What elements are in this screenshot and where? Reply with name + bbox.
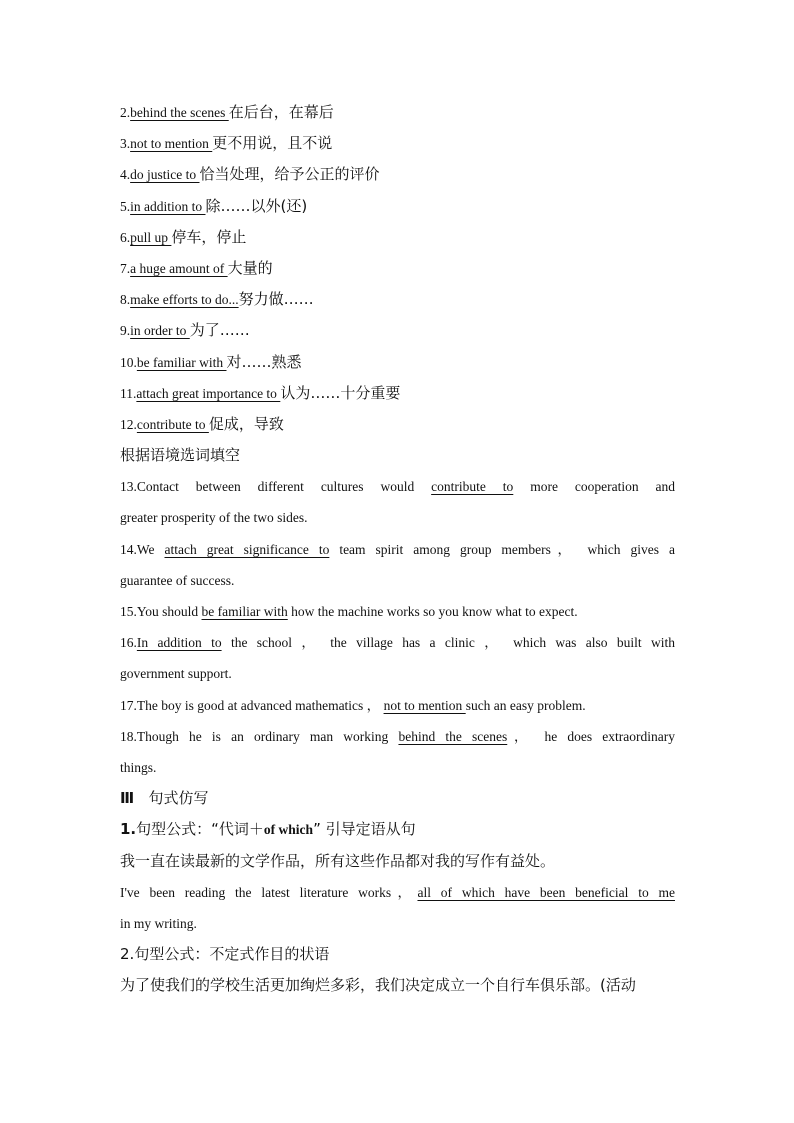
item-number: 17.	[120, 697, 137, 713]
phrase-item	[120, 97, 675, 128]
section-heading	[120, 783, 675, 814]
sentence-text: We	[136, 541, 165, 557]
fill-heading: 根据语境选词填空	[120, 446, 241, 465]
phrase-answer: a huge amount of	[130, 260, 228, 276]
formula-1	[120, 814, 675, 845]
phrase-item	[120, 347, 675, 378]
phrase-meaning: 在后台，在幕后	[228, 103, 334, 121]
answer-blank: be familiar with	[201, 604, 288, 619]
phrase-meaning: 促成，导致	[208, 414, 284, 433]
answer-blank: all of which have been beneficial to me	[417, 884, 675, 900]
sentence-18	[120, 721, 675, 752]
phrase-answer: not to mention	[130, 136, 213, 152]
formula-1-english	[120, 877, 675, 908]
sentence-14	[120, 534, 675, 565]
sentence-16	[120, 627, 675, 658]
answer-blank: attach great significance to	[164, 541, 330, 557]
item-number: 15.	[120, 604, 137, 619]
sentence-text: Contact between different cultures would	[136, 479, 432, 495]
item-number: 6.	[120, 229, 131, 245]
phrase-meaning: 恰当处理，给予公正的评价	[199, 165, 380, 184]
sentence-text: You should	[136, 604, 202, 619]
phrase-meaning: 为了……	[189, 321, 250, 340]
item-number: 18.	[120, 728, 137, 744]
formula-1-english-cont: in my writing.	[120, 915, 197, 931]
phrase-item	[120, 409, 675, 440]
sentence-text: The boy is good at advanced mathematics ，	[136, 697, 384, 713]
phrase-item	[120, 191, 675, 222]
item-number: 10.	[120, 354, 137, 370]
item-number: 9.	[120, 323, 131, 339]
item-number: 14.	[120, 541, 137, 557]
sentence-14-cont: guarantee of success.	[120, 572, 235, 588]
phrase-item	[120, 315, 675, 346]
sentence-text: more cooperation and	[513, 479, 675, 495]
sentence-15	[120, 596, 675, 627]
formula-label: 句型公式：不定式作目的状语	[134, 945, 330, 964]
item-number: 13.	[120, 479, 137, 495]
formula-2-chinese: 为了使我们的学校生活更加绚烂多彩，我们决定成立一个自行车俱乐部。(活动	[120, 976, 636, 995]
phrase-answer: attach great importance to	[136, 385, 281, 401]
section-numeral: Ⅲ	[120, 789, 135, 808]
phrase-item	[120, 253, 675, 284]
phrase-answer: in order to	[130, 323, 190, 339]
formula-label: ” 引导定语从句	[313, 820, 416, 839]
phrase-item	[120, 222, 675, 253]
document-page	[120, 97, 675, 1001]
sentence-text: I've been reading the latest literature works，	[120, 884, 418, 900]
item-number: 4.	[120, 167, 131, 183]
item-number: 5.	[120, 198, 131, 214]
phrase-item	[120, 378, 675, 409]
sentence-text: Though he is an ordinary man working	[136, 728, 399, 744]
item-number: 16.	[120, 635, 137, 651]
item-number: 11.	[120, 385, 137, 401]
item-number: 8.	[120, 292, 131, 308]
phrase-answer: contribute to	[136, 416, 209, 432]
phrase-answer: behind the scenes	[130, 105, 229, 120]
sentence-text: how the machine works so you know what to expect.	[287, 604, 578, 619]
phrase-meaning: 大量的	[227, 258, 273, 277]
item-number: 3.	[120, 136, 131, 152]
phrase-meaning: 努力做……	[238, 290, 314, 309]
answer-blank: In addition to	[136, 635, 222, 651]
formula-label: 句型公式：“代词＋	[136, 820, 264, 839]
item-number: 2.	[120, 105, 131, 120]
phrase-meaning: 除……以外(还)	[205, 196, 308, 215]
sentence-18-cont: things.	[120, 759, 157, 775]
answer-blank: contribute to	[431, 479, 514, 495]
phrase-item	[120, 284, 675, 315]
phrase-answer: in addition to	[130, 198, 206, 214]
formula-keyword: of which	[263, 822, 314, 838]
formula-2	[120, 939, 675, 970]
sentence-text: team spirit among group members， which gives a	[329, 541, 675, 557]
sentence-text: the school ， the village has a clinic ， which was also built with	[221, 635, 675, 651]
phrase-answer: do justice to	[130, 167, 200, 183]
formula-1-chinese: 我一直在读最新的文学作品，所有这些作品都对我的写作有益处。	[120, 851, 556, 870]
sentence-16-cont: government support.	[120, 666, 232, 682]
sentence-text: ， he does extraordinary	[507, 728, 675, 744]
phrase-answer: make efforts to do...	[130, 292, 239, 308]
phrase-item	[120, 159, 675, 190]
phrase-meaning: 对……熟悉	[226, 352, 302, 371]
sentence-13	[120, 471, 675, 502]
item-number: 12.	[120, 416, 137, 432]
item-number: 2.	[120, 945, 135, 964]
phrase-item	[120, 128, 675, 159]
sentence-text: such an easy problem.	[465, 697, 586, 713]
item-number: 1.	[120, 820, 137, 839]
phrase-meaning: 认为……十分重要	[280, 383, 401, 402]
phrase-answer: be familiar with	[136, 354, 227, 370]
phrase-meaning: 更不用说，且不说	[212, 134, 333, 153]
answer-blank: not to mention	[383, 697, 466, 713]
section-title: 句式仿写	[148, 789, 209, 808]
phrase-answer: pull up	[130, 229, 172, 245]
phrase-list	[120, 97, 675, 440]
sentence-13-cont: greater prosperity of the two sides.	[120, 510, 308, 526]
sentence-17	[120, 690, 675, 721]
answer-blank: behind the scenes	[398, 728, 508, 744]
item-number: 7.	[120, 260, 131, 276]
phrase-meaning: 停车，停止	[171, 227, 247, 246]
